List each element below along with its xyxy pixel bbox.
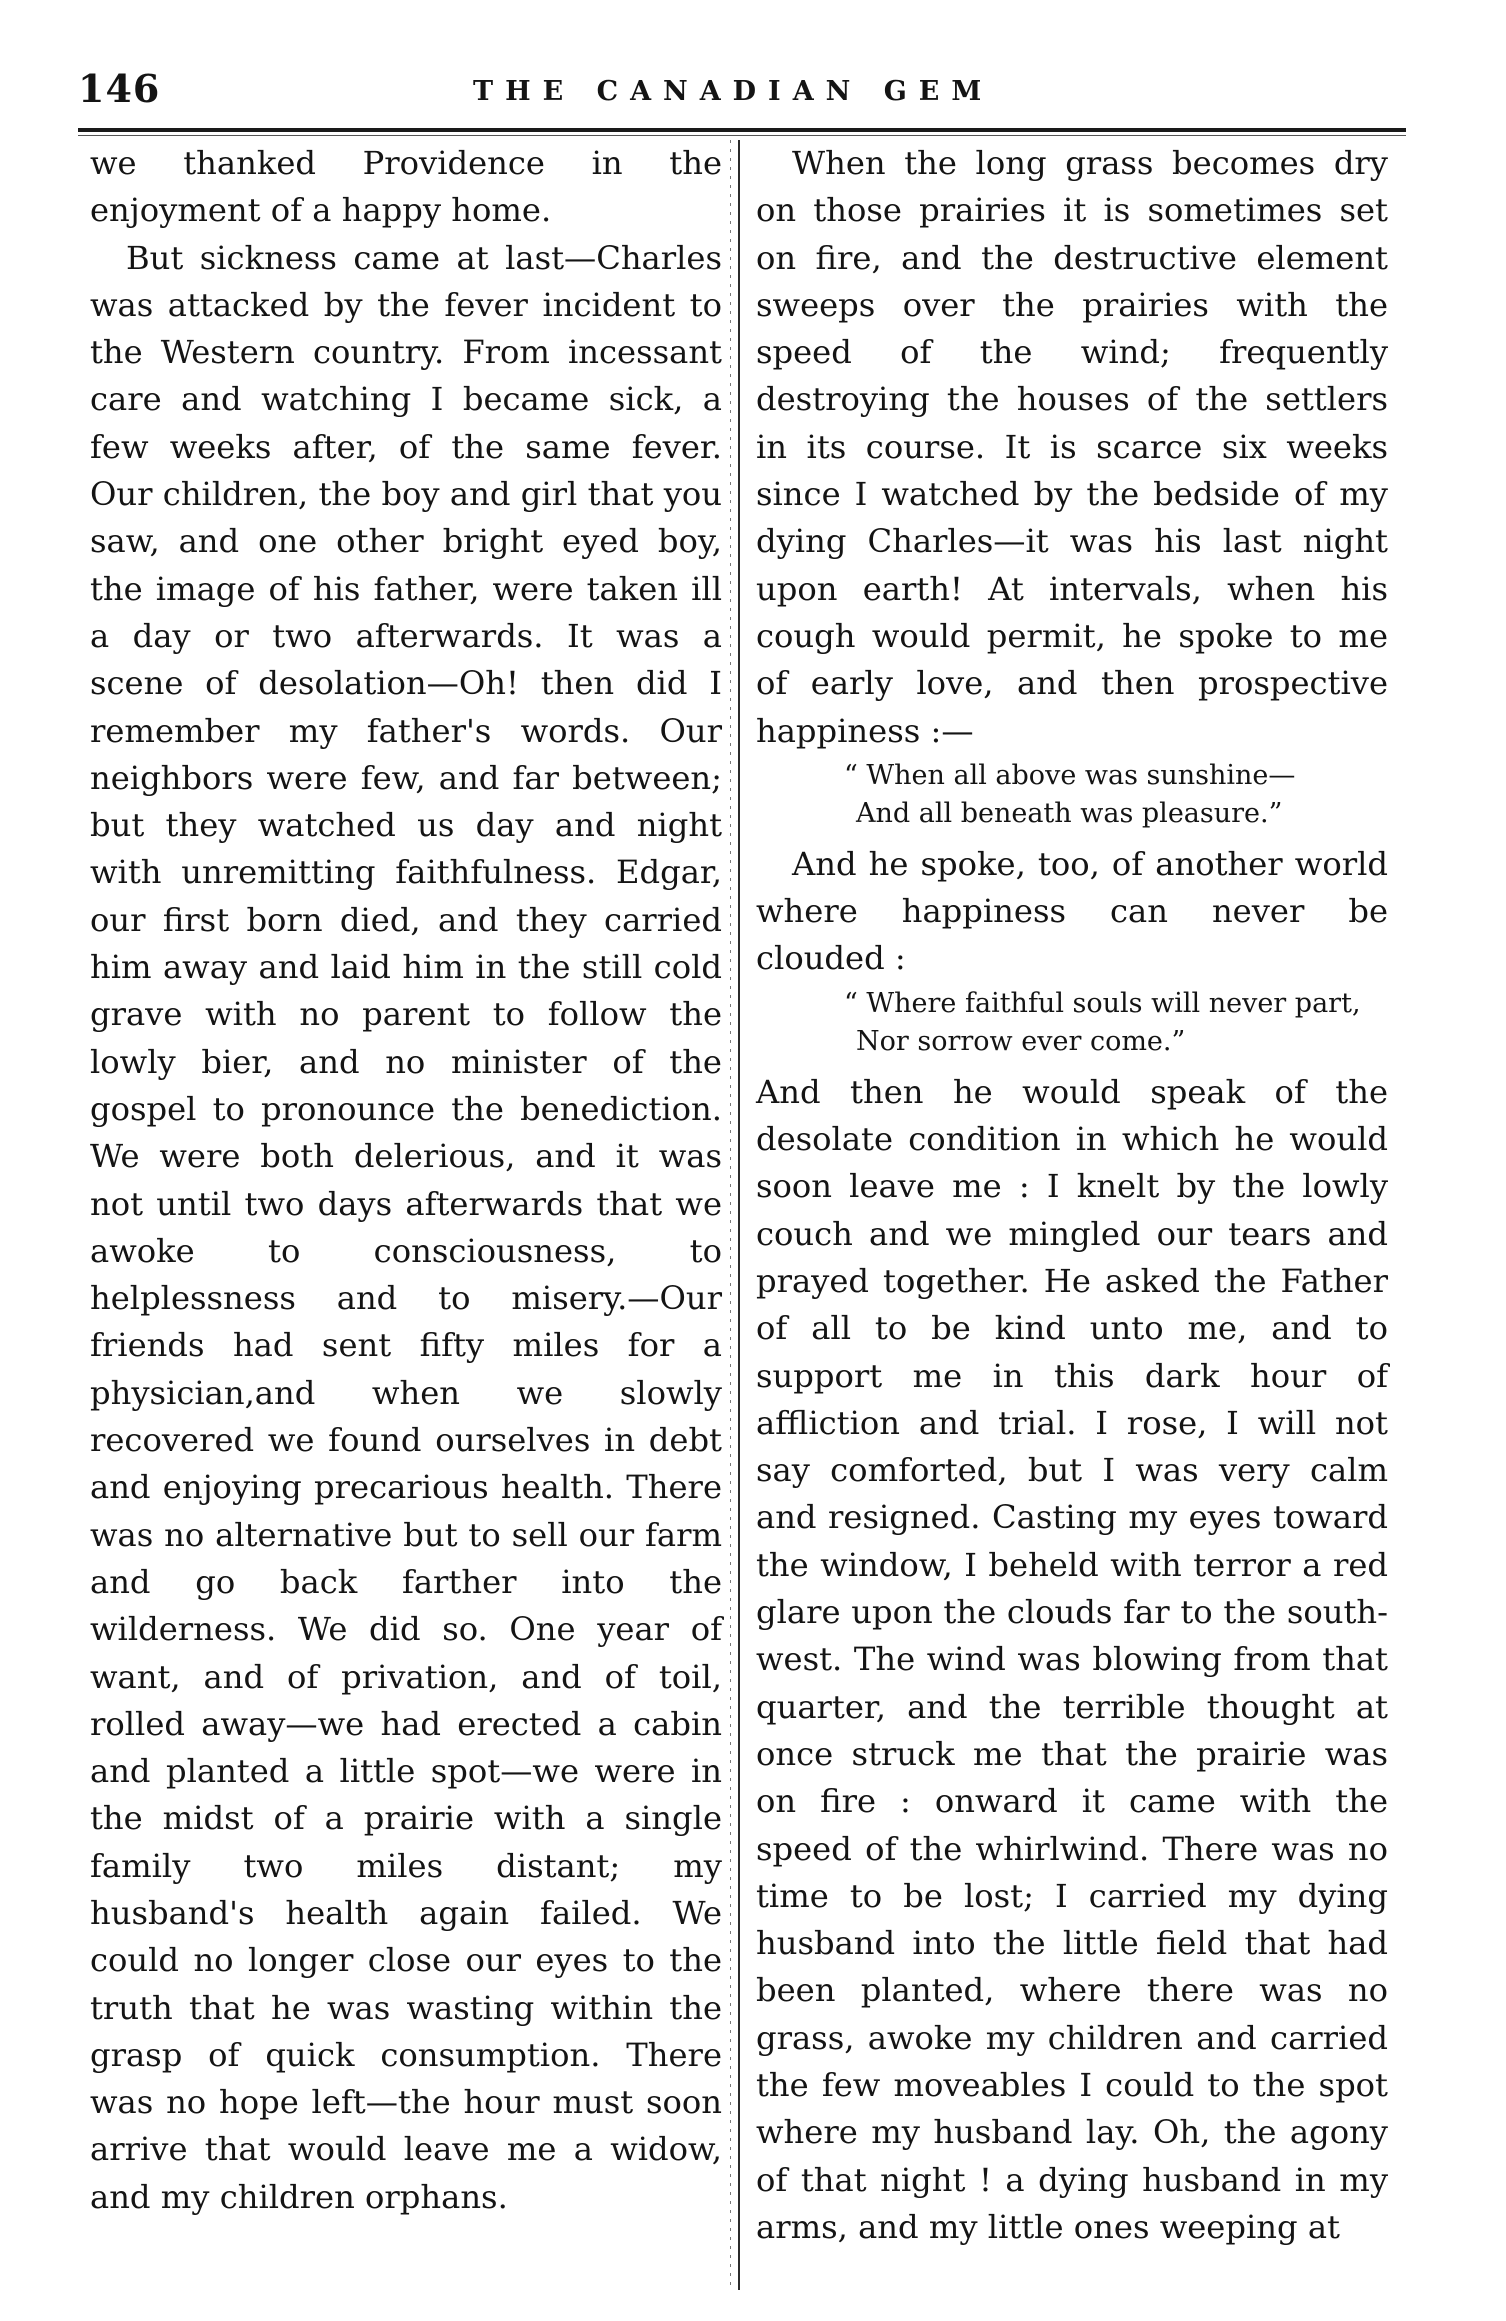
left-column <box>90 140 722 2221</box>
verse-1-line-2: And all beneath was pleasure.” <box>856 797 1283 829</box>
verse-2-line-2: Nor sorrow ever come.” <box>856 1025 1186 1057</box>
verse-quote-2 <box>756 985 1388 1061</box>
column-divider <box>738 140 740 2290</box>
right-paragraph-1: When the long grass becomes dry on those prairies it is sometimes set on fire, and the destructive element sweeps over the prairies with the speed of the wind; frequently destroying the houses of the settlers in its course. It is scarce six weeks since I watched by the bedside of my dying Charles—it was his last night upon earth! At intervals, when his cough would permit, he spoke to me of early love, and then prospective happiness :— <box>756 144 1388 750</box>
left-paragraph-1: we thanked Providence in the enjoyment of a happy home. <box>90 144 722 230</box>
header-rule <box>78 128 1406 132</box>
column-divider-dotted <box>730 140 731 2290</box>
header-rule-thin <box>78 135 1406 136</box>
verse-quote-1 <box>756 757 1388 833</box>
right-paragraph-3: And then he would speak of the desolate condition in which he would soon leave me : I knelt by the lowly couch and we mingled our tears and prayed together. He asked the Father of all to be kind unto me, and to support me in this dark hour of affliction and trial. I rose, I will not say comforted, but I was very calm and resigned. Casting my eyes toward the window, I beheld with terror a red glare upon the clouds far to the south-west. The wind was blowing from that quarter, and the terrible thought at once struck me that the prairie was on fire : onward it came with the speed of the whirlwind. There was no time to be lost; I carried my dying husband into the little field that had been planted, where there was no grass, awoke my children and carried the few moveables I could to the spot where my husband lay. Oh, the agony of that night ! a dying husband in my arms, and my little ones weeping at <box>756 1072 1388 2246</box>
running-title: THE CANADIAN GEM <box>473 76 994 107</box>
right-paragraph-2: And he spoke, too, of another world where happiness can never be clouded : <box>756 844 1388 978</box>
verse-1-line-1: “ When all above was sunshine— <box>844 759 1296 791</box>
right-column <box>756 140 1388 2251</box>
page-header <box>78 62 1408 124</box>
page-number: 146 <box>78 66 161 111</box>
left-paragraph-2: But sickness came at last—Charles was attacked by the fever incident to the Western country. From incessant care and watching I became sick, a few weeks after, of the same fever. Our children, the boy and girl that you saw, and one other bright eyed boy, the image of his father, were taken ill a day or two afterwards. It was a scene of desolation—Oh! then did I remember my father's words. Our neighbors were few, and far between; but they watched us day and night with unremitting faithfulness. Edgar, our first born died, and they carried him away and laid him in the still cold grave with no parent to follow the lowly bier, and no minister of the gospel to pronounce the benediction. We were both delerious, and it was not until two days afterwards that we awoke to consciousness, to helplessness and to misery.—Our friends had sent fifty miles for a physician,and when we slowly recovered we found ourselves in debt and enjoying precarious health. There was no alternative but to sell our farm and go back farther into the wilderness. We did so. One year of want, and of privation, and of toil, rolled away—we had erected a cabin and planted a little spot—we were in the midst of a prairie with a single family two miles distant; my husband's health again failed. We could no longer close our eyes to the truth that he was wasting within the grasp of quick consumption. There was no hope left—the hour must soon arrive that would leave me a widow, and my children orphans. <box>90 238 722 2216</box>
verse-2-line-1: “ Where faithful souls will never part, <box>844 987 1361 1019</box>
